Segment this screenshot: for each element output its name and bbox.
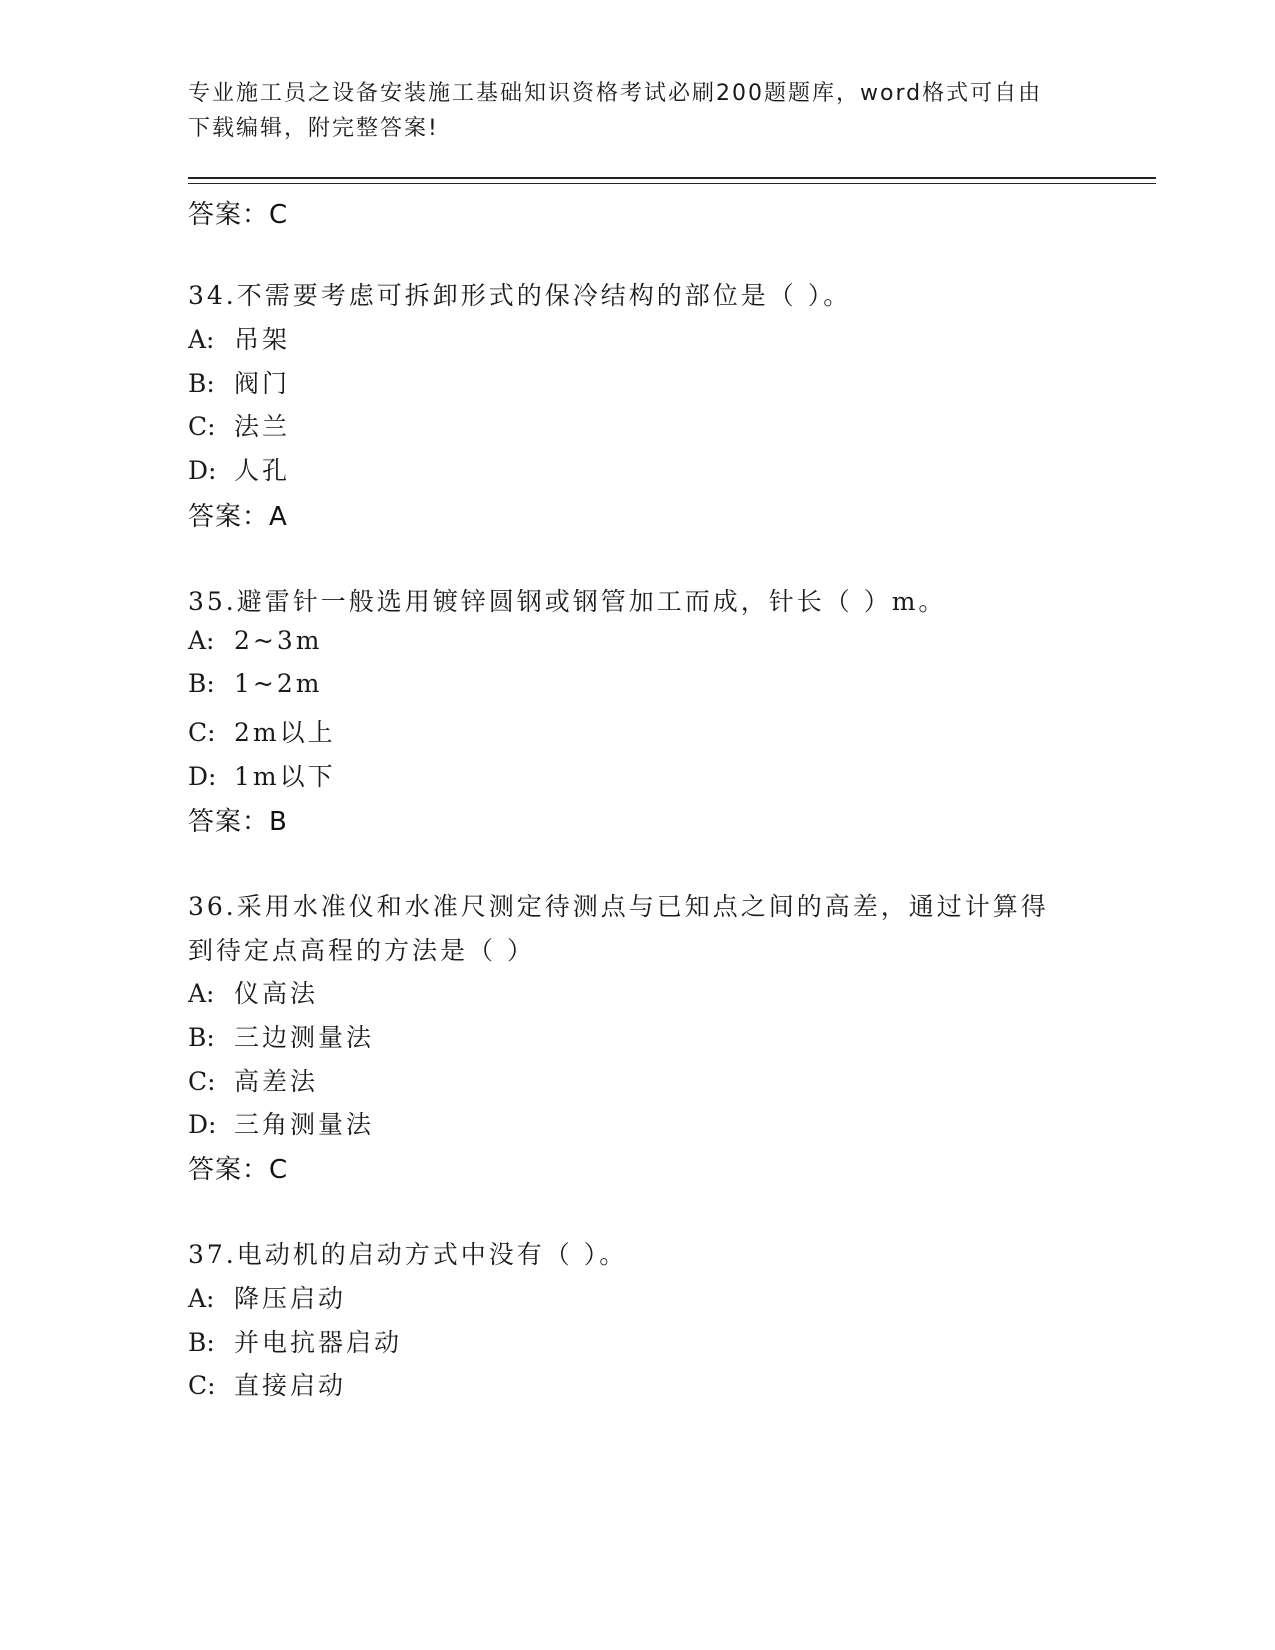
header-title-line-1: 专业施工员之设备安装施工基础知识资格考试必刷200题题库，word格式可自由 [188,81,1043,106]
answer-value: C [269,200,289,230]
answer-prefix: 答案： [188,502,270,532]
option-text: 三边测量法 [234,1023,375,1052]
option-text: 法兰 [234,412,291,441]
answer-value: C [269,1155,289,1185]
option-label: A: [188,325,215,354]
question-36-answer [188,1149,288,1186]
question-34-option-a [188,320,290,356]
question-35-option-a [188,626,322,655]
option-text: 并电抗器启动 [234,1328,403,1357]
answer-prefix: 答案： [188,807,270,837]
option-label: B: [188,1023,215,1052]
document-header [188,76,1088,146]
option-label: B: [188,369,215,398]
question-35-option-d [188,757,336,793]
header-title-line-2: 下载编辑，附完整答案! [188,116,439,141]
question-36-option-a [188,974,318,1010]
question-36-stem-line-1: 36.采用水准仪和水准尺测定待测点与已知点之间的高差，通过计算得 [188,892,1049,921]
answer-prefix: 答案： [188,1155,270,1185]
option-text: 2m以上 [234,718,336,747]
question-34-option-b [188,364,290,400]
option-text: 吊架 [234,325,291,354]
question-35-option-c [188,713,336,749]
option-text: 降压启动 [234,1284,347,1313]
answer-value: A [269,502,288,532]
question-36-option-b [188,1018,374,1054]
option-label: C: [188,412,216,441]
question-35-answer [188,801,288,838]
question-37-option-a [188,1279,346,1315]
option-label: B: [188,669,215,698]
question-35-stem: 35.避雷针一般选用镀锌圆钢或钢管加工而成，针长（ ）m。 [188,587,947,616]
option-label: C: [188,1067,216,1096]
option-text: 1m以下 [234,762,336,791]
question-34-stem: 34.不需要考虑可拆卸形式的保冷结构的部位是（ ）。 [188,281,852,310]
option-label: D: [188,1110,217,1139]
option-text: 三角测量法 [234,1110,375,1139]
question-34-option-d [188,451,290,487]
question-34-option-c [188,407,290,443]
question-37-stem: 37.电动机的启动方式中没有（ ）。 [188,1240,628,1269]
question-37-option-c [188,1366,346,1402]
option-label: A: [188,979,215,1008]
option-text: 直接启动 [234,1371,347,1400]
header-divider-thin [188,183,1156,184]
option-label: D: [188,456,217,485]
option-text: 2~3m [234,626,323,655]
question-36-option-d [188,1105,374,1141]
option-label: A: [188,1284,215,1313]
question-34-answer [188,496,288,533]
option-text: 高差法 [234,1067,319,1096]
question-35-option-b [188,669,322,698]
option-label: C: [188,718,216,747]
answer-prefix: 答案： [188,200,270,230]
option-label: B: [188,1328,215,1357]
option-text: 人孔 [234,456,291,485]
option-label: A: [188,626,215,655]
option-text: 仪高法 [234,979,319,1008]
header-divider-thick [188,177,1156,179]
answer-prev [188,194,288,231]
question-37-option-b [188,1323,402,1359]
question-36-option-c [188,1062,318,1098]
option-label: C: [188,1371,216,1400]
question-36-stem-line-2: 到待定点高程的方法是（ ） [188,936,535,965]
option-text: 1~2m [234,669,323,698]
answer-value: B [269,807,288,837]
option-text: 阀门 [234,369,291,398]
option-label: D: [188,762,217,791]
